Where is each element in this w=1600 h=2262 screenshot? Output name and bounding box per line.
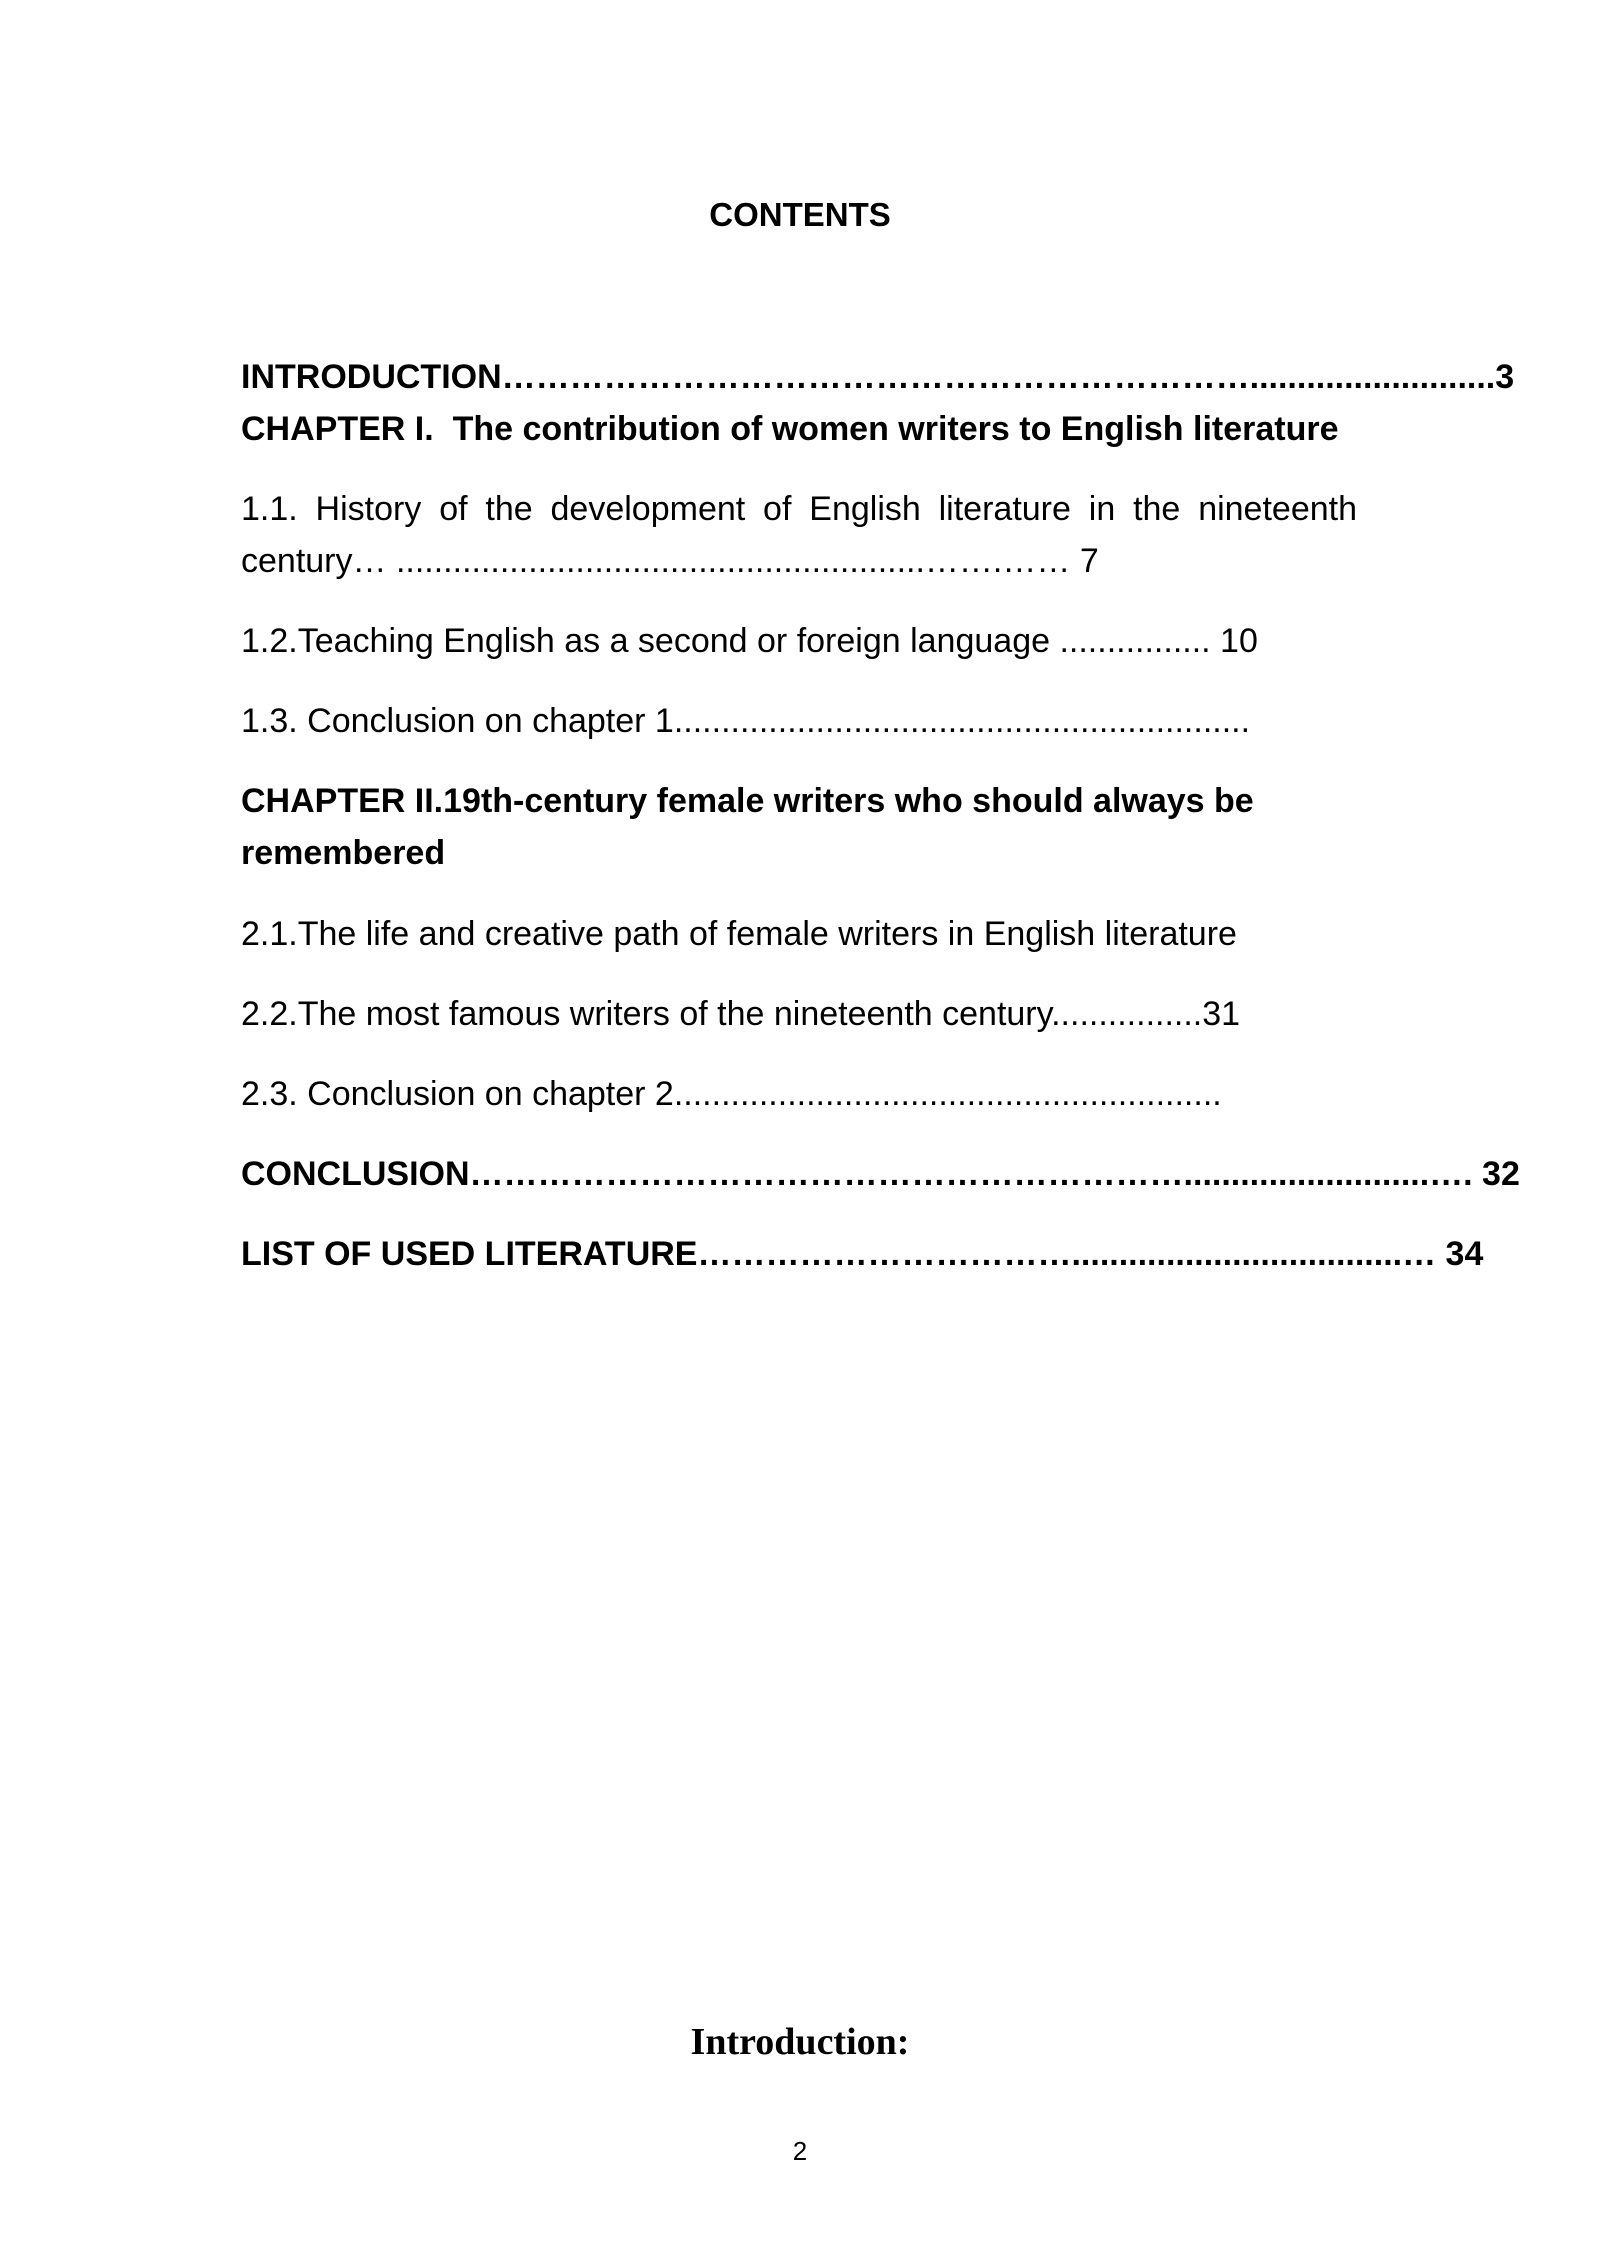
toc-entry-2-2: 2.2.The most famous writers of the nineteenth century................31 — [241, 995, 1241, 1033]
toc-entry-1-1: 1.1. History of the development of English literature in the nineteenth century… ........................................................…….…… 7 — [241, 490, 1357, 580]
toc-entry-chapter-1: CHAPTER I. The contribution of women writers to English literature — [241, 410, 1339, 448]
toc-entry-1-2: 1.2.Teaching English as a second or foreign language ................ 10 — [241, 622, 1258, 660]
toc-entry-introduction: INTRODUCTION…………………………………………………………..........................3 — [241, 358, 1515, 396]
contents-heading: CONTENTS — [709, 196, 891, 233]
toc-entry-1-3: 1.3. Conclusion on chapter 1............................................................. — [241, 702, 1251, 740]
toc-entry-2-3: 2.3. Conclusion on chapter 2.......................................................... — [241, 1075, 1222, 1113]
toc-entry-chapter-2: CHAPTER II.19th-century female writers who should always be remembered — [241, 782, 1254, 872]
toc-entry-conclusion: CONCLUSION………………………………………………………..........................…. 32 — [241, 1155, 1520, 1193]
toc-entry-2-1: 2.1.The life and creative path of female writers in English literature — [241, 915, 1237, 953]
introduction-heading: Introduction: — [690, 2021, 910, 2063]
toc-entry-literature: LIST OF USED LITERATURE……………………………...................................… 34 — [241, 1235, 1484, 1273]
page-number: 2 — [792, 2136, 808, 2166]
